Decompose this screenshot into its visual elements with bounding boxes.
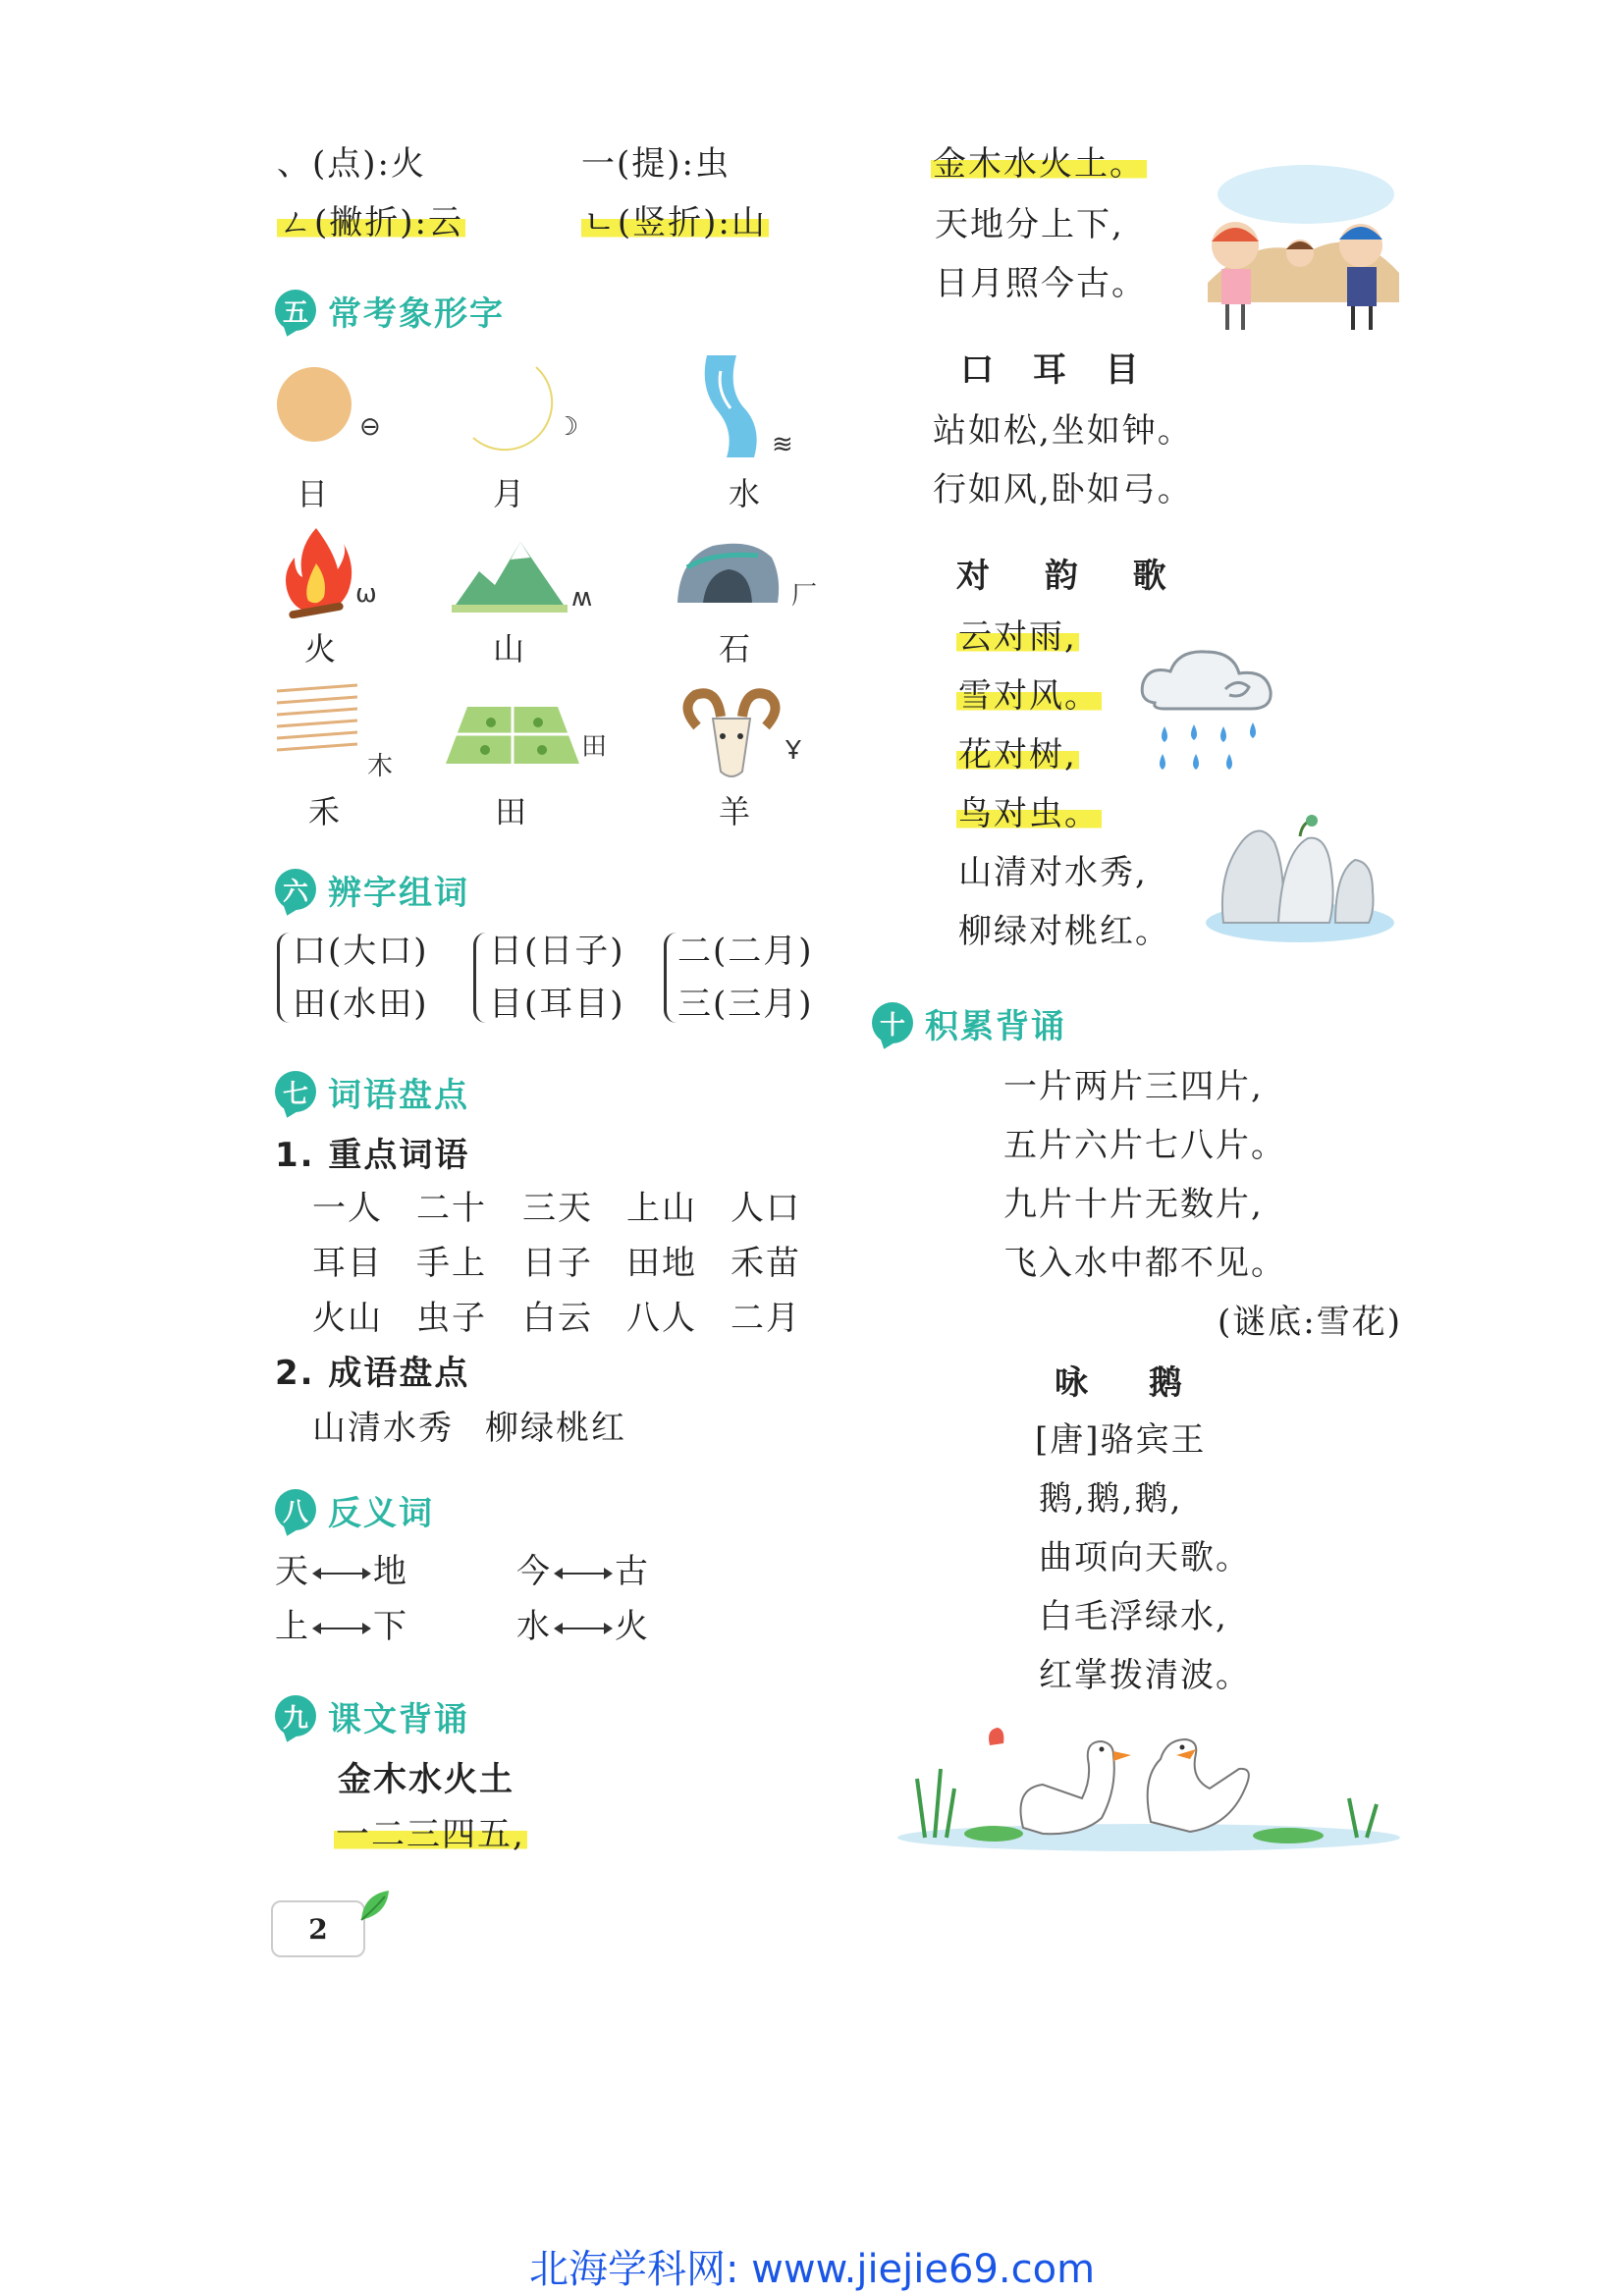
ancient-glyph: ʍ [571,583,593,613]
char-label: 羊 [718,793,750,830]
section-header [275,1484,434,1535]
poem-line: 曲项向天歌。 [1039,1538,1251,1577]
riddle-line: 五片六片七八片。 [1003,1126,1286,1165]
section-header [872,997,1066,1048]
double-arrow-icon [314,1628,369,1629]
idiom: 柳绿桃红 [485,1409,626,1448]
ancient-glyph: 厂 [791,581,818,611]
brace [473,933,486,1023]
vocab-word: 一人 [312,1189,383,1228]
vocab-word: 人口 [731,1189,801,1228]
leaf-icon [357,1887,393,1926]
brace [277,933,290,1023]
stroke-item: ㄥ(撇折):云 [279,203,463,242]
vocab-word: 手上 [416,1244,487,1283]
char-label: 月 [492,475,524,512]
ancient-glyph: 田 [581,732,608,762]
antonym-pair: 天 地 [275,1552,408,1591]
antonym-pair: 上 下 [275,1607,408,1646]
ancient-glyph: ⊖ [359,412,381,442]
section-number-badge: 九 [275,1695,316,1736]
poem-line: 鹅,鹅,鹅, [1039,1479,1183,1519]
stone-icon [674,538,782,607]
stroke-item: 、(点):火 [277,144,426,184]
page-number: 2 [271,1900,365,1957]
section-title: 词语盘点 [328,1075,469,1115]
word-pair: 目(耳目) [489,985,625,1024]
children-illustration [1198,155,1404,332]
idiom: 山清水秀 [312,1409,454,1448]
vocab-word: 禾苗 [731,1244,801,1283]
vocab-word: 火山 [312,1299,383,1338]
poem-line: 红掌拨清波。 [1039,1656,1251,1695]
poem-line: 行如风,卧如弓。 [933,470,1193,509]
ancient-glyph: ≋ [772,430,793,459]
word-pair: 日(日子) [489,932,625,971]
riddle-answer: (谜底:雪花) [1218,1303,1402,1342]
vocab-word: 日子 [522,1244,593,1283]
grain-icon [275,683,359,766]
poem-line: 鸟对虫。 [958,794,1100,833]
footer-watermark: 北海学科网: www.jiejie69.com [528,2247,1096,2292]
vocab-word: 二十 [416,1189,487,1228]
char-label: 山 [492,630,524,667]
double-arrow-icon [314,1573,369,1575]
poem-title: 口 耳 目 [960,350,1153,390]
section-title: 课文背诵 [328,1699,469,1739]
ancient-glyph: ☽ [556,412,579,442]
double-arrow-icon [556,1573,611,1575]
vocab-word: 二月 [731,1299,801,1338]
sub-heading: 1. 重点词语 [275,1136,470,1175]
vocab-word: 八人 [626,1299,697,1338]
char-label: 水 [728,475,760,512]
word-pair: 口(大口) [293,932,429,971]
poem-line: 花对树, [958,735,1077,774]
section-number-badge: 十 [872,1002,913,1043]
section-header [275,1066,469,1117]
ancient-glyph: 木 [367,752,394,781]
char-label: 石 [718,630,750,667]
stroke-item: 一(提):虫 [581,144,731,184]
vocab-word: 田地 [626,1244,697,1283]
poem-title: 咏 鹅 [1055,1363,1196,1403]
antonym-pair: 今 古 [516,1552,650,1591]
word-pair: 田(水田) [293,985,429,1024]
poem-line: 天地分上下, [935,205,1124,244]
section-header [275,864,469,915]
word-pair: 二(二月) [677,932,814,971]
sun-icon [275,365,353,444]
ancient-glyph: Ұ [785,736,801,766]
mountain-water-icon [1204,813,1396,946]
poem-line: 一二三四五, [336,1815,525,1854]
word-pair: 三(三月) [677,985,814,1024]
moon-icon [467,361,556,452]
section-header [275,285,505,336]
section-title: 常考象形字 [328,294,505,334]
vocab-word: 上山 [626,1189,697,1228]
section-number-badge: 五 [275,290,316,331]
poem-author: [唐]骆宾王 [1035,1420,1207,1460]
sheep-icon [677,687,785,781]
section-header [275,1690,469,1741]
poem-title: 对 韵 歌 [956,557,1188,596]
riddle-line: 九片十片无数片, [1003,1185,1264,1224]
poem-line: 云对雨, [958,617,1077,657]
ancient-glyph: ω [355,579,377,609]
geese-illustration [895,1720,1402,1857]
char-label: 禾 [307,793,340,830]
double-arrow-icon [556,1628,611,1629]
section-number-badge: 六 [275,869,316,910]
riddle-line: 一片两片三四片, [1003,1067,1264,1106]
vocab-word: 耳目 [312,1244,383,1283]
vocab-word: 虫子 [416,1299,487,1338]
sub-heading: 2. 成语盘点 [275,1354,470,1393]
fire-icon [279,524,353,618]
poem-title: 金木水火土 [338,1760,514,1799]
riddle-line: 飞入水中都不见。 [1003,1244,1286,1283]
rain-cloud-icon [1135,644,1282,777]
section-number-badge: 七 [275,1071,316,1112]
water-icon [697,351,766,461]
vocab-word: 三天 [522,1189,593,1228]
stroke-item: ㄴ(竖折):山 [583,203,767,242]
char-label: 日 [296,475,328,512]
antonym-pair: 水 火 [516,1607,650,1646]
char-label: 田 [494,793,526,830]
field-icon [444,703,581,768]
poem-line: 白毛浮绿水, [1039,1597,1228,1636]
section-number-badge: 八 [275,1489,316,1530]
section-title: 积累背诵 [925,1006,1066,1046]
poem-line: 日月照今古。 [935,264,1147,303]
char-label: 火 [303,630,336,667]
poem-line: 山清对水秀, [958,853,1148,892]
section-title: 反义词 [328,1493,434,1533]
brace [664,933,677,1023]
poem-line: 站如松,坐如钟。 [933,411,1193,451]
poem-line: 金木水火土。 [933,144,1145,184]
section-title: 辨字组词 [328,873,469,913]
poem-line: 柳绿对桃红。 [958,912,1170,951]
poem-line: 雪对风。 [958,676,1100,716]
vocab-word: 白云 [522,1299,593,1338]
mountain-icon [452,536,568,614]
